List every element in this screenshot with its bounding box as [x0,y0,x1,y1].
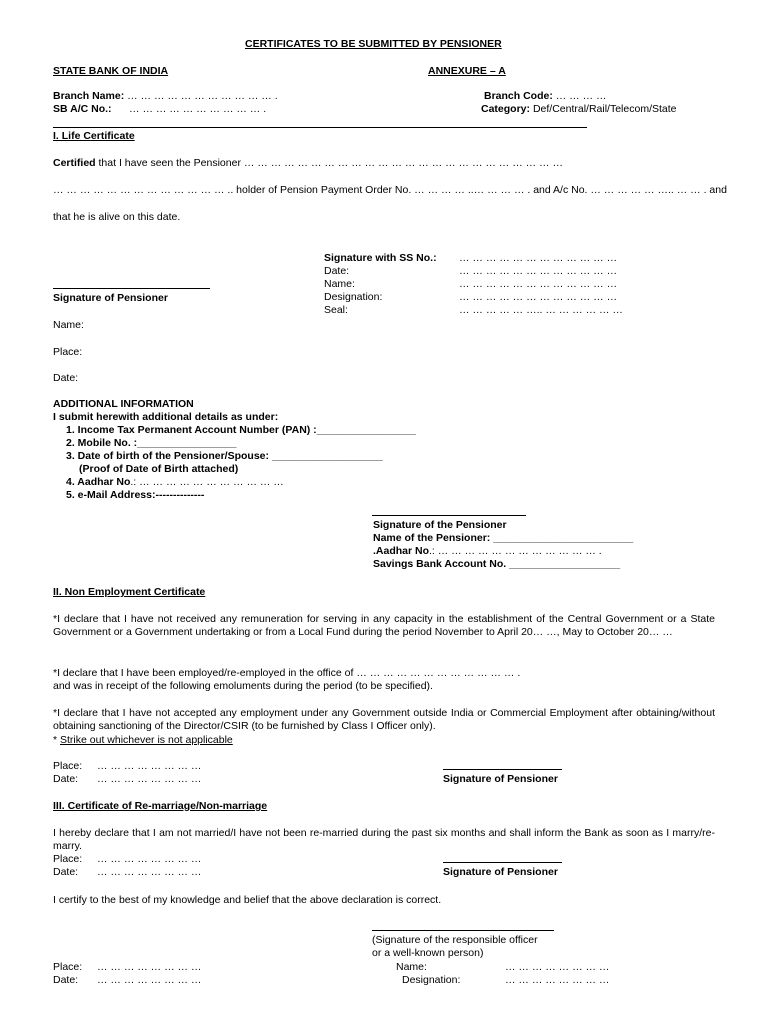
additional-signature-label: Signature of the Pensioner [373,519,507,531]
final-name-label: Name: [396,961,427,973]
nonemp-place-field[interactable]: … … … … … … … … [97,760,202,772]
remarriage-place-field[interactable]: … … … … … … … … [97,853,202,865]
header-divider [53,127,587,128]
final-date-field[interactable]: … … … … … … … … [97,974,202,986]
non-employment-heading: II. Non Employment Certificate [53,586,206,598]
final-designation-field[interactable]: … … … … … … … … [505,974,610,986]
branch-name-row [53,90,278,103]
remarriage-declaration: I hereby declare that I am not married/I have not been re-married during the past six months and shall inform the Bank as soon as I marry/re-marry. [53,827,715,852]
branch-code-row [484,90,607,103]
officer-name-label: Name: [324,278,355,290]
nonemp-signature-line[interactable] [443,769,562,770]
non-employment-declaration-3: *I declare that I have not accepted any employment under any Government outside India or Commercial Employment after obtaining/without obtaining sanctioning of the Director/CSIR (to be furnished by Class I Officer only). [53,707,715,732]
strike-out-note [53,734,233,747]
final-place-label: Place: [53,961,83,973]
sb-ac-row [53,103,266,116]
pensioner-name-field-2[interactable]: Name of the Pensioner: ________________________ [373,532,634,544]
strike-out-text: Strike out whichever is not applicable [60,734,233,746]
life-line-3: that he is alive on this date. [53,211,181,223]
pensioner-signature-label: Signature of Pensioner [53,292,168,304]
life-line-1 [53,157,563,170]
aadhar-label: 4. Aadhar No [66,476,131,488]
final-designation-label: Designation: [402,974,461,986]
life-certificate-heading: I. Life Certificate [53,130,135,142]
well-known-person-label: or a well-known person) [372,947,484,959]
officer-seal-field[interactable]: … … … … … ….. … … … … … … [459,304,623,316]
life-name-label: Name: [53,319,84,331]
annexure-label: ANNEXURE – A [428,65,506,77]
additional-info-intro: I submit herewith additional details as under: [53,411,279,423]
officer-date-field[interactable]: … … … … … … … … … … … … [459,265,618,277]
strike-out-star: * [53,734,61,746]
pan-field[interactable]: 1. Income Tax Permanent Account Number (PAN) :_________________ [66,424,416,436]
officer-signature-field[interactable]: … … … … … … … … … … … … [459,252,618,264]
emoluments-line: and was in receipt of the following emoluments during the period (to be specified). [53,680,433,692]
final-place-field[interactable]: … … … … … … … … [97,961,202,973]
life-line-2[interactable]: … … … … … … … … … … … … … .. holder of Pension Payment Order No. … … … … ..… … … … . and A/c No. … … … … … ….. … … . and [53,184,727,196]
employed-office-field[interactable]: *I declare that I have been employed/re-employed in the office of … … … … … … … … … … … … . [53,667,521,679]
pensioner-name-field[interactable]: that I have seen the Pensioner … … … … … … … … … … … … … … … … … … … … … … … … [95,157,563,169]
remarriage-place-label: Place: [53,853,83,865]
final-date-label: Date: [53,974,79,986]
category-row [481,103,677,116]
non-employment-declaration-1: *I declare that I have not received any remuneration for serving in any capacity in the establishment of the Central Government or a State Government or a Government undertaking or from a Local Fund during the period November to April 20… …, May to October 20… … [53,613,715,638]
nonemp-place-label: Place: [53,760,83,772]
responsible-officer-label: (Signature of the responsible officer [372,934,538,946]
remarriage-signature-line[interactable] [443,862,562,863]
certify-statement: I certify to the best of my knowledge and belief that the above declaration is correct. [53,894,442,906]
aadhar-field[interactable]: .: … … … … … … … … … … … [130,476,284,488]
officer-designation-field[interactable]: … … … … … … … … … … … … [459,291,618,303]
remarriage-heading: III. Certificate of Re-marriage/Non-marriage [53,800,268,812]
officer-signature-label: Signature with SS No.: [324,252,437,264]
category-options[interactable]: Def/Central/Rail/Telecom/State [532,103,677,115]
nonemp-date-field[interactable]: … … … … … … … … [97,773,202,785]
responsible-officer-signature-line[interactable] [372,930,554,931]
signature-aadhar-row [373,545,602,558]
officer-date-label: Date: [324,265,350,277]
page-title: CERTIFICATES TO BE SUBMITTED BY PENSIONER [245,38,502,50]
dob-proof-note: (Proof of Date of Birth attached) [79,463,239,475]
remarriage-date-field[interactable]: … … … … … … … … [97,866,202,878]
email-field[interactable]: 5. e-Mail Address:-------------- [66,489,205,501]
additional-info-heading: ADDITIONAL INFORMATION [53,398,194,410]
officer-name-field[interactable]: … … … … … … … … … … … … [459,278,618,290]
sb-ac-label: SB A/C No.: [53,103,112,115]
remarriage-signature-label: Signature of Pensioner [443,866,558,878]
certified-word: Certified [53,157,96,169]
officer-seal-label: Seal: [324,304,348,316]
life-place-label: Place: [53,346,83,358]
aadhar-row [66,476,284,489]
officer-designation-label: Designation: [324,291,383,303]
remarriage-date-label: Date: [53,866,79,878]
branch-code-label: Branch Code: [484,90,553,102]
savings-account-field[interactable]: Savings Bank Account No. ___________________ [373,558,621,570]
life-date-label: Date: [53,372,79,384]
signature-aadhar-label: .Aadhar No [373,545,430,557]
branch-code-field[interactable]: … … … … [555,90,607,102]
pensioner-signature-line[interactable] [53,288,210,289]
category-label: Category: [481,103,531,115]
sb-ac-field[interactable]: … … … … … … … … … … . [129,103,267,115]
dob-field[interactable]: 3. Date of birth of the Pensioner/Spouse: ___________________ [66,450,383,462]
bank-name: STATE BANK OF INDIA [53,65,169,77]
nonemp-signature-label: Signature of Pensioner [443,773,558,785]
final-name-field[interactable]: … … … … … … … … [505,961,610,973]
mobile-field[interactable]: 2. Mobile No. :_________________ [66,437,237,449]
signature-aadhar-field[interactable]: .: … … … … … … … … … … … … . [429,545,602,557]
branch-name-label: Branch Name: [53,90,125,102]
branch-name-field[interactable]: … … … … … … … … … … … . [127,90,278,102]
nonemp-date-label: Date: [53,773,79,785]
additional-signature-line[interactable] [372,515,526,516]
